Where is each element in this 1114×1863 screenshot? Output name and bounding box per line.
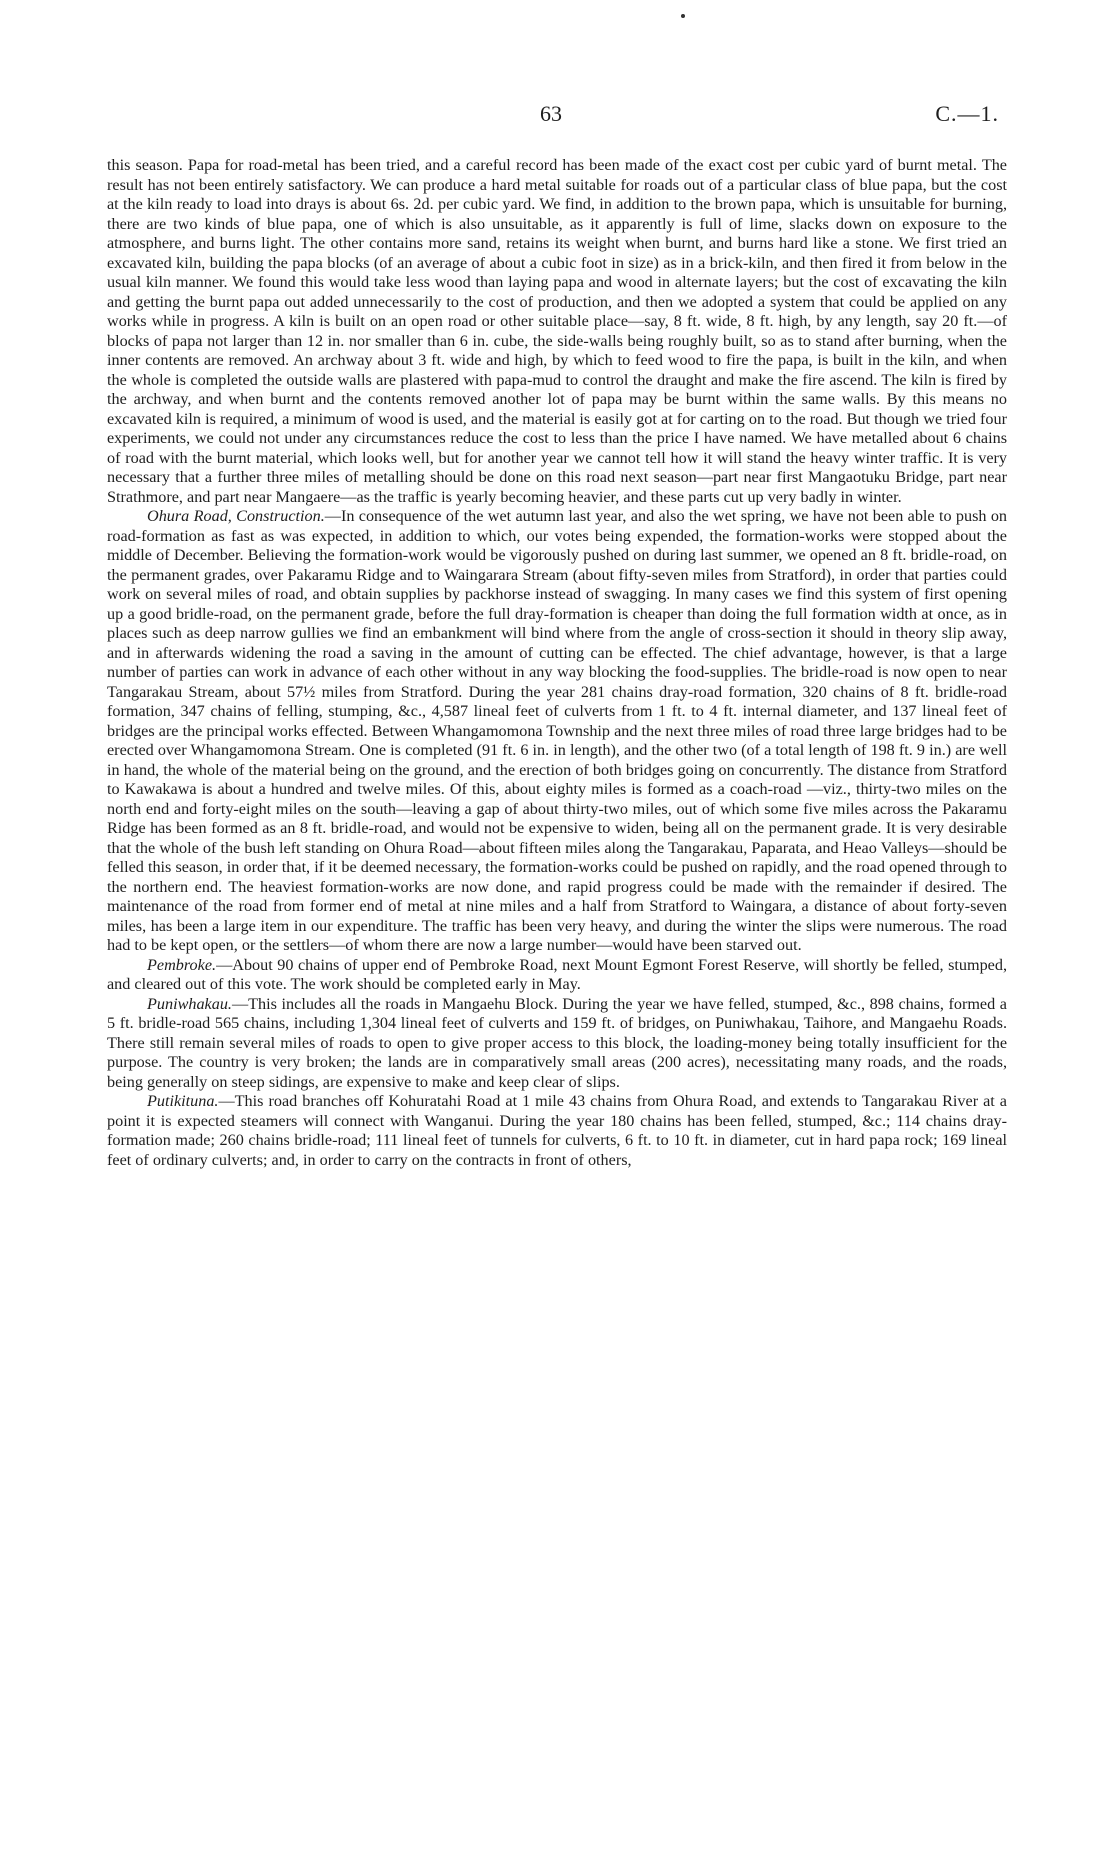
section-heading: Ohura Road, Construction.: [147, 507, 325, 525]
speck-mark: [681, 14, 685, 18]
paragraph-continuation: [107, 156, 1007, 507]
paragraph-puniwhakau: [107, 995, 1007, 1093]
paragraph-putikituna: [107, 1092, 1007, 1170]
section-heading: Putikituna.: [147, 1092, 219, 1110]
page-number: 63: [540, 101, 562, 126]
document-reference: C.—1.: [935, 101, 999, 126]
paragraph-text: this season. Papa for road-metal has been tried, and a careful record has been made of the exact cost per cubic yard of burnt metal. The result has not been entirely satisfactory. We can produce a hard metal suitable for roads out of a particular class of blue papa, but the cost at the kiln ready to load into drays is about 6s. 2d. per cubic yard. We find, in addition to the brown papa, which is unsuitable for burning, there are two kinds of blue papa, one of which is also unsuitable, as it apparently is full of lime, slacks down on exposure to the atmosphere, and burns light. The other contains more sand, retains its weight when burnt, and burns hard like a stone. We first tried an excavated kiln, building the papa blocks (of an average of about a cubic foot in size) as in a brick-kiln, and then fired it from below in the usual kiln manner. We found this would take less wood than laying papa and wood in alternate layers; but the cost of excavating the kiln and getting the burnt papa out added unnecessarily to the cost of production, and then we adopted a system that could be applied on any works while in progress. A kiln is built on an open road or other suitable place—say, 8 ft. wide, 8 ft. high, by any length, say 20 ft.—of blocks of papa not larger than 12 in. nor smaller than 6 in. cube, the side-walls being roughly built, so as to stand after burning, when the inner contents are removed. An archway about 3 ft. wide and high, by which to feed wood to fire the papa, is built in the kiln, and when the whole is completed the outside walls are plastered with papa-mud to control the draught and make the fire ascend. The kiln is fired by the archway, and when burnt and the contents removed another lot of papa may be burnt within the same walls. By this means no excavated kiln is required, a minimum of wood is used, and the material is easily got at for carting on to the road. But though we tried four experiments, we could not under any circumstances reduce the cost to less than the price I have named. We have metalled about 6 chains of road with the burnt material, which looks well, but for another year we cannot tell how it will stand the heavy winter traffic. It is very necessary that a further three miles of metalling should be done on this road next season—part near first Mangaotuku Bridge, part near Strathmore, and part near Mangaere—as the traffic is yearly becoming heavier, and these parts cut up very badly in winter.: [107, 156, 1007, 506]
section-heading: Puniwhakau.: [147, 994, 232, 1013]
section-heading: Pembroke.: [147, 955, 217, 974]
paragraph-text: —In consequence of the wet autumn last year, and also the wet spring, we have not been able to push on road-formation as fast as was expected, in addition to which, our votes being expended, the formation-works were stopped about the middle of December. Believing the formation-work would be vigorously pushed on during last summer, we opened an 8 ft. bridle-road, on the permanent grades, over Pakaramu Ridge and to Waingarara Stream (about fifty-seven miles from Stratford), in order that parties could work on several miles of road, and obtain supplies by packhorse instead of swagging. In many cases we find this system of first opening up a good bridle-road, on the permanent grade, before the full dray-formation is cheaper than doing the full formation width at once, as in places such as deep narrow gullies we find an embankment will bind where from the angle of cross-section it should in theory slip away, and in afterwards widening the road a saving in the amount of cutting can be effected. The chief advantage, however, is that a large number of parties can work in advance of each other without in any way blocking the food-supplies. The bridle-road is now open to near Tangarakau Stream, about 57½ miles from Stratford. During the year 281 chains dray-road formation, 320 chains of 8 ft. bridle-road formation, 347 chains of felling, stumping, &c., 4,587 lineal feet of culverts from 1 ft. to 4 ft. internal diameter, and 137 lineal feet of bridges are the principal works effected. Between Whangamomona Township and the next three miles of road three large bridges had to be erected over Whangamomona Stream. One is completed (91 ft. 6 in. in length), and the other two (of a total length of 198 ft. 9 in.) are well in hand, the whole of the material being on the ground, and the erection of both bridges going on concurrently. The distance from Stratford to Kawakawa is about a hundred and twelve miles. Of this, about eighty miles is formed as a coach-road —viz., thirty-two miles on the north end and forty-eight miles on the south—leaving a gap of about thirty-two miles, out of which some five miles across the Pakaramu Ridge has been formed as an 8 ft. bridle-road, and would not be expensive to widen, being all on the permanent grade. It is very desirable that the whole of the bush left standing on Ohura Road—about fifteen miles along the Tangarakau, Paparata, and Heao Valleys—should be felled this season, in order that, if it be deemed necessary, the formation-works could be pushed on rapidly, and the road opened through to the northern end. The heaviest formation-works are now done, and rapid progress could be made with the remainder if desired. The maintenance of the road from former end of metal at nine miles and a half from Stratford to Waingara, a distance of about forty-seven miles, has been a large item in our expenditure. The traffic has been very heavy, and during the winter the slips were numerous. The road had to be kept open, or the settlers—of whom there are now a large number—would have been starved out.: [107, 507, 1008, 954]
paragraph-text: —This road branches off Kohuratahi Road at 1 mile 43 chains from Ohura Road, and extends to Tangarakau River at a point it is expected steamers will connect with Wanganui. During the year 180 chains has been felled, stumped, &c.; 114 chains dray-formation made; 260 chains bridle-road; 111 lineal feet of tunnels for culverts, 6 ft. to 10 ft. in diameter, cut in hard papa rock; 169 lineal feet of ordinary culverts; and, in order to carry on the contracts in front of others,: [107, 1092, 1007, 1169]
body-text: [107, 156, 1007, 1170]
paragraph-text: —This includes all the roads in Mangaehu Block. During the year we have felled, stumped, &c., 898 chains, formed a 5 ft. bridle-road 565 chains, including 1,304 lineal feet of culverts and 159 ft. of bridges, on Puniwhakau, Taihore, and Mangaehu Roads. There still remain several miles of roads to open to give proper access to this block, the loading-money being totally insufficient for the purpose. The country is very broken; the lands are in comparatively small areas (200 acres), necessitating many roads, and the roads, being generally on steep sidings, are expensive to make and keep clear of slips.: [107, 994, 1007, 1091]
paragraph-text: —About 90 chains of upper end of Pembroke Road, next Mount Egmont Forest Reserve, will shortly be felled, stumped, and cleared out of this vote. The work should be completed early in May.: [107, 955, 1007, 993]
paragraph-ohura-road: [107, 507, 1007, 956]
paragraph-pembroke: [107, 956, 1007, 995]
